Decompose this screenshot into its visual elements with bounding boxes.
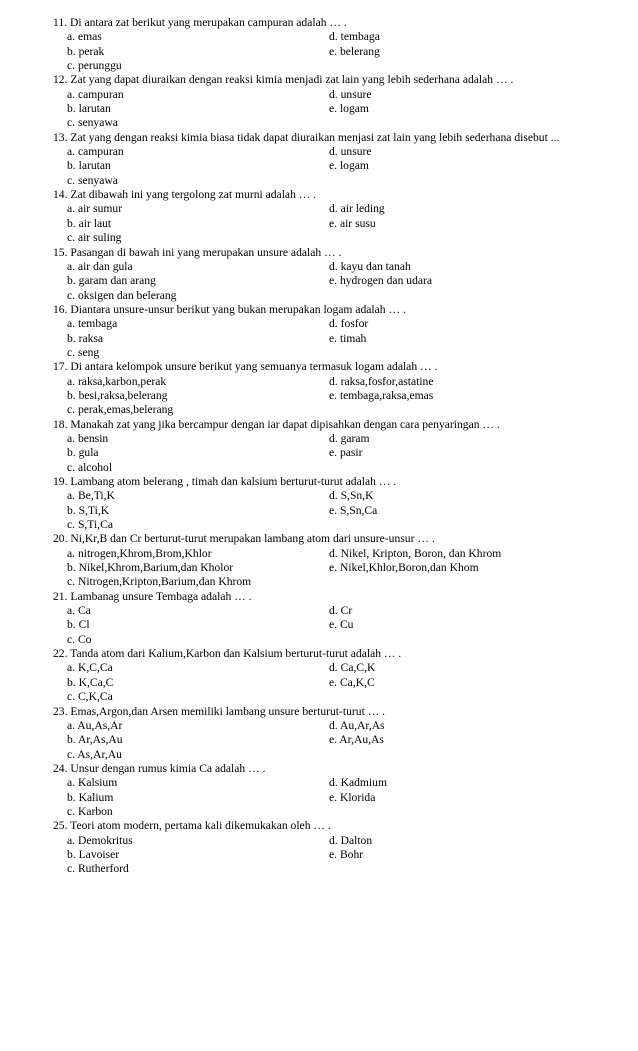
question-16 bbox=[53, 303, 633, 360]
question-text: 14. Zat dibawah ini yang tergolong zat murni adalah … . bbox=[53, 188, 317, 202]
option-row-1 bbox=[53, 202, 633, 216]
option-d: d. Au,Ar,As bbox=[329, 718, 385, 732]
option-e: e. Ca,K,C bbox=[329, 675, 375, 689]
option-e: e. Cu bbox=[329, 618, 354, 632]
option-row-1 bbox=[53, 489, 633, 503]
option-a: a. K,C,Ca bbox=[67, 661, 113, 675]
option-row-3 bbox=[53, 633, 633, 647]
option-row-1 bbox=[53, 834, 633, 848]
question-21 bbox=[53, 590, 633, 647]
question-text: 11. Di antara zat berikut yang merupakan campuran adalah … . bbox=[53, 16, 347, 29]
option-c: c. perunggu bbox=[67, 59, 122, 73]
option-e: e. air susu bbox=[329, 216, 376, 230]
option-a: a. bensin bbox=[67, 431, 109, 445]
option-row-2 bbox=[53, 159, 633, 173]
option-b: b. larutan bbox=[67, 159, 111, 173]
option-row-1 bbox=[53, 776, 633, 790]
option-d: d. air leding bbox=[329, 202, 385, 216]
option-d: d. Cr bbox=[329, 604, 353, 618]
option-b: b. Nikel,Khrom,Barium,dan Kholor bbox=[67, 561, 234, 575]
option-row-2 bbox=[53, 389, 633, 403]
option-a: a. tembaga bbox=[67, 317, 118, 331]
option-row-3 bbox=[53, 461, 633, 475]
question-text: 19. Lambang atom belerang , timah dan kalsium berturut-turut adalah … . bbox=[53, 475, 397, 488]
option-row-3 bbox=[53, 116, 633, 130]
option-row-3 bbox=[53, 748, 633, 762]
option-b: b. larutan bbox=[67, 102, 111, 116]
option-c: c. Nitrogen,Kripton,Barium,dan Khrom bbox=[67, 575, 252, 589]
option-row-3 bbox=[53, 862, 633, 876]
option-c: c. seng bbox=[67, 345, 100, 359]
option-row-1 bbox=[53, 432, 633, 446]
question-14 bbox=[53, 188, 633, 245]
question-19 bbox=[53, 475, 633, 532]
option-row-1 bbox=[53, 317, 633, 331]
option-row-3 bbox=[53, 289, 633, 303]
option-b: b. K,Ca,C bbox=[67, 675, 114, 689]
option-c: c. Co bbox=[67, 632, 92, 646]
option-e: e. logam bbox=[329, 159, 369, 173]
question-text: 16. Diantara unsure-unsur berikut yang bukan merupakan logam adalah … . bbox=[53, 302, 406, 316]
option-b: b. air laut bbox=[67, 216, 112, 230]
option-row-3 bbox=[53, 346, 633, 360]
option-a: a. Be,Ti,K bbox=[67, 489, 115, 503]
question-20 bbox=[53, 532, 633, 589]
option-e: e. hydrogen dan udara bbox=[329, 274, 433, 288]
option-d: d. garam bbox=[329, 431, 370, 445]
option-c: c. As,Ar,Au bbox=[67, 747, 122, 761]
question-25 bbox=[53, 819, 633, 876]
option-row-2 bbox=[53, 733, 633, 747]
option-row-3 bbox=[53, 231, 633, 245]
option-b: b. Lavoiser bbox=[67, 847, 120, 861]
option-e: e. tembaga,raksa,emas bbox=[329, 388, 434, 402]
option-row-2 bbox=[53, 848, 633, 862]
option-c: c. Rutherford bbox=[67, 862, 129, 876]
question-11 bbox=[53, 16, 633, 73]
option-row-2 bbox=[53, 332, 633, 346]
option-a: a. campuran bbox=[67, 145, 124, 159]
question-text: 22. Tanda atom dari Kalium,Karbon dan Kalsium berturut-turut adalah … . bbox=[53, 647, 402, 661]
option-a: a. campuran bbox=[67, 87, 124, 101]
option-row-3 bbox=[53, 575, 633, 589]
question-17 bbox=[53, 360, 633, 417]
option-a: a. Demokritus bbox=[67, 833, 133, 847]
question-text: 21. Lambanag unsure Tembaga adalah … . bbox=[53, 589, 252, 603]
option-a: a. Kalsium bbox=[67, 776, 118, 790]
option-d: d. fosfor bbox=[329, 317, 369, 331]
option-b: b. garam dan arang bbox=[67, 274, 156, 288]
option-d: d. Kadmium bbox=[329, 776, 387, 790]
question-23 bbox=[53, 705, 633, 762]
option-row-2 bbox=[53, 561, 633, 575]
option-row-3 bbox=[53, 805, 633, 819]
option-a: a. air sumur bbox=[67, 202, 123, 216]
option-b: b. raksa bbox=[67, 331, 104, 345]
question-list bbox=[53, 16, 633, 877]
option-c: c. senyawa bbox=[67, 116, 118, 130]
option-row-2 bbox=[53, 618, 633, 632]
option-row-1 bbox=[53, 547, 633, 561]
question-text: 24. Unsur dengan rumus kimia Ca adalah … . bbox=[53, 761, 266, 775]
option-d: d. Nikel, Kripton, Boron, dan Khrom bbox=[329, 546, 502, 560]
option-row-3 bbox=[53, 174, 633, 188]
question-22 bbox=[53, 647, 633, 704]
option-e: e. timah bbox=[329, 331, 367, 345]
option-e: e. Nikel,Khlor,Boron,dan Khom bbox=[329, 561, 479, 575]
option-a: a. Au,As,Ar bbox=[67, 718, 123, 732]
question-text: 25. Teori atom modern, pertama kali dikemukakan oleh … . bbox=[53, 819, 331, 833]
option-row-1 bbox=[53, 661, 633, 675]
option-d: d. raksa,fosfor,astatine bbox=[329, 374, 434, 388]
option-b: b. Kalium bbox=[67, 790, 114, 804]
option-c: c. C,K,Ca bbox=[67, 690, 113, 704]
option-row-1 bbox=[53, 375, 633, 389]
question-text: 20. Ni,Kr,B dan Cr berturut-turut merupakan lambang atom dari unsure-unsur … . bbox=[53, 532, 435, 546]
question-text: 18. Manakah zat yang jika bercampur dengan iar dapat dipisahkan dengan cara penyaringan … . bbox=[53, 417, 500, 431]
option-d: d. Dalton bbox=[329, 833, 373, 847]
option-row-2 bbox=[53, 102, 633, 116]
question-24 bbox=[53, 762, 633, 819]
option-b: b. S,Ti,K bbox=[67, 503, 110, 517]
option-c: c. air suling bbox=[67, 231, 122, 245]
question-text: 15. Pasangan di bawah ini yang merupakan unsure adalah … . bbox=[53, 245, 342, 259]
option-row-3 bbox=[53, 690, 633, 704]
option-a: a. nitrogen,Khrom,Brom,Khlor bbox=[67, 546, 212, 560]
option-row-1 bbox=[53, 88, 633, 102]
option-row-1 bbox=[53, 30, 633, 44]
option-row-1 bbox=[53, 260, 633, 274]
question-text: 13. Zat yang dengan reaksi kimia biasa tidak dapat diuraikan menjasi zat lain yang lebih sederhana disebut ... bbox=[53, 130, 560, 144]
option-e: e. pasir bbox=[329, 446, 363, 460]
option-row-2 bbox=[53, 217, 633, 231]
option-row-3 bbox=[53, 59, 633, 73]
option-row-1 bbox=[53, 719, 633, 733]
option-row-3 bbox=[53, 403, 633, 417]
option-d: d. Ca,C,K bbox=[329, 661, 376, 675]
option-row-2 bbox=[53, 45, 633, 59]
question-text: 17. Di antara kelompok unsure berikut yang semuanya termasuk logam adalah … . bbox=[53, 360, 438, 374]
option-b: b. Ar,As,Au bbox=[67, 733, 123, 747]
question-13 bbox=[53, 131, 633, 188]
option-d: d. kayu dan tanah bbox=[329, 259, 411, 273]
question-18 bbox=[53, 418, 633, 475]
option-a: a. Ca bbox=[67, 604, 91, 618]
option-b: b. besi,raksa,belerang bbox=[67, 388, 168, 402]
option-e: e. Ar,Au,As bbox=[329, 733, 384, 747]
question-text: 23. Emas,Argon,dan Arsen memiliki lambang unsure berturut-turut … . bbox=[53, 704, 386, 718]
option-row-2 bbox=[53, 274, 633, 288]
option-b: b. perak bbox=[67, 44, 105, 58]
option-e: e. Bohr bbox=[329, 847, 364, 861]
option-e: e. S,Sn,Ca bbox=[329, 503, 378, 517]
question-12 bbox=[53, 73, 633, 130]
option-d: d. unsure bbox=[329, 87, 372, 101]
option-c: c. senyawa bbox=[67, 173, 118, 187]
option-b: b. gula bbox=[67, 446, 99, 460]
question-text: 12. Zat yang dapat diuraikan dengan reaksi kimia menjadi zat lain yang lebih sederhana adalah … . bbox=[53, 73, 514, 87]
option-a: a. air dan gula bbox=[67, 259, 133, 273]
option-row-1 bbox=[53, 604, 633, 618]
option-row-2 bbox=[53, 446, 633, 460]
option-e: e. Klorida bbox=[329, 790, 376, 804]
option-row-3 bbox=[53, 518, 633, 532]
option-row-2 bbox=[53, 791, 633, 805]
option-c: c. S,Ti,Ca bbox=[67, 518, 113, 532]
option-row-2 bbox=[53, 676, 633, 690]
option-a: a. raksa,karbon,perak bbox=[67, 374, 167, 388]
option-c: c. oksigen dan belerang bbox=[67, 288, 177, 302]
option-d: d. S,Sn,K bbox=[329, 489, 374, 503]
option-d: d. tembaga bbox=[329, 30, 380, 44]
option-e: e. belerang bbox=[329, 44, 380, 58]
option-row-1 bbox=[53, 145, 633, 159]
option-c: c. perak,emas,belerang bbox=[67, 403, 174, 417]
option-c: c. alcohol bbox=[67, 460, 113, 474]
option-a: a. emas bbox=[67, 30, 102, 44]
option-b: b. Cl bbox=[67, 618, 90, 632]
option-e: e. logam bbox=[329, 102, 369, 116]
option-d: d. unsure bbox=[329, 145, 372, 159]
option-row-2 bbox=[53, 504, 633, 518]
option-c: c. Karbon bbox=[67, 804, 113, 818]
question-15 bbox=[53, 246, 633, 303]
